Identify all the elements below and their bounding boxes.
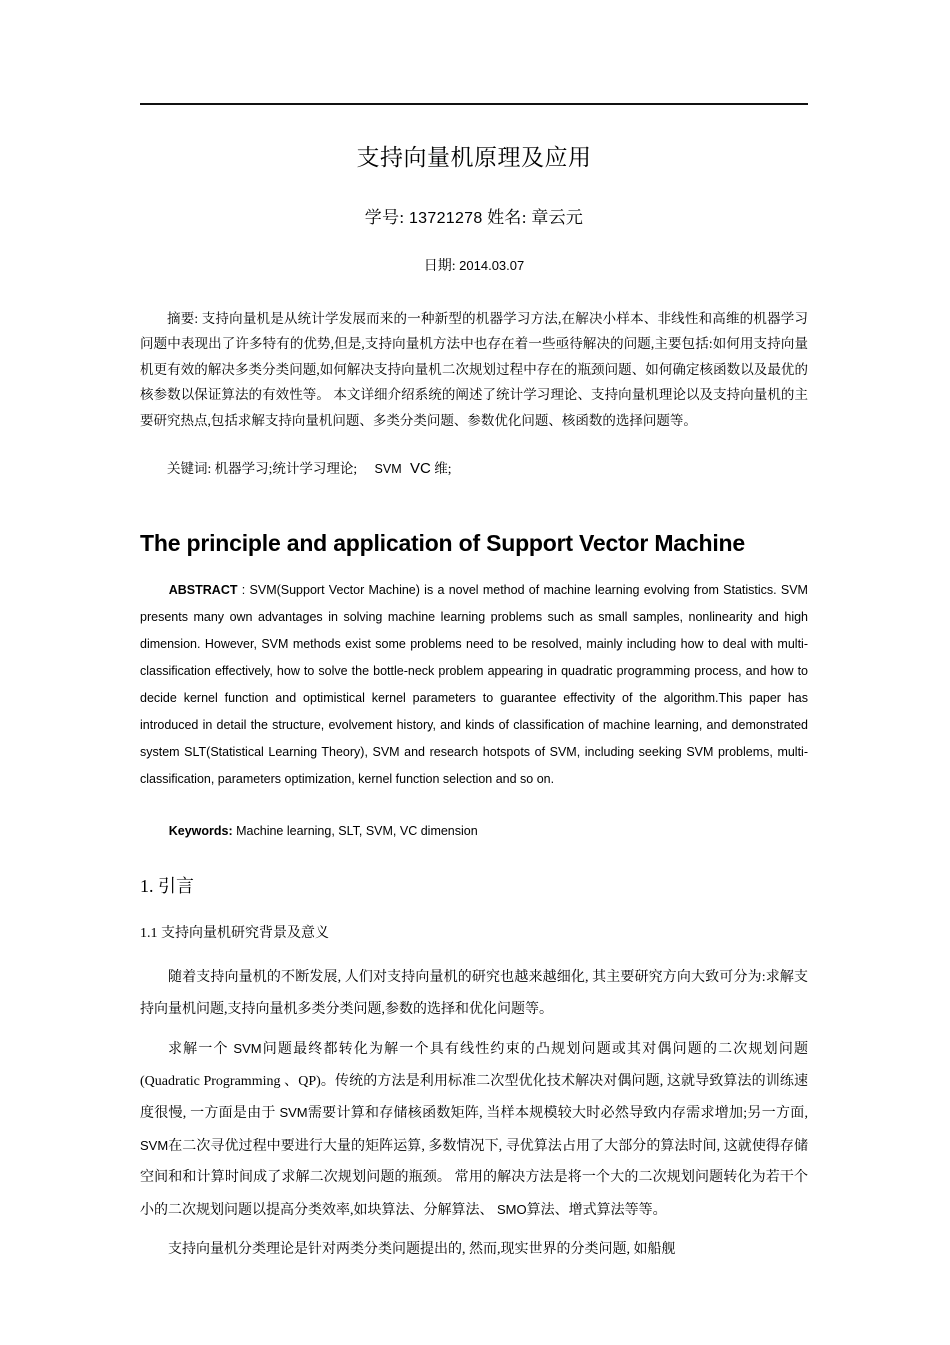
author-id-line — [140, 203, 808, 228]
student-id-value: 13721278 — [408, 209, 483, 227]
body-paragraph-2-part-c: 需要计算和存储核函数矩阵, 当样本规模较大时必然导致内存需求增加;另一方面, — [307, 1106, 809, 1122]
body-paragraph-2-part-e: 算法、增式算法等等。 — [526, 1202, 667, 1218]
chinese-keywords-label: 关键词: — [167, 461, 212, 477]
date-line — [140, 255, 808, 275]
english-keywords-label: Keywords: — [168, 824, 233, 839]
body-paragraph-3: 支持向量机分类理论是针对两类分类问题提出的, 然而,现实世界的分类问题, 如船舰 — [168, 1242, 676, 1258]
english-abstract-label: ABSTRACT — [168, 583, 238, 598]
english-keywords — [140, 820, 808, 842]
page-title: 支持向量机原理及应用 — [356, 145, 592, 170]
body-paragraph-1: 随着支持向量机的不断发展, 人们对支持向量机的研究也越来越细化, 其主要研究方向大致可分为:求解支持向量机问题,支持向量机多类分类问题,参数的选择和优化问题等。 — [140, 970, 808, 1017]
header-divider-rule — [140, 103, 808, 105]
chinese-keyword-vc-suffix: 维; — [434, 461, 452, 477]
body-paragraph-2-smo: SMO — [497, 1201, 527, 1217]
chinese-keyword-vc: VC — [410, 460, 431, 478]
english-abstract — [140, 577, 808, 793]
date-value: 2014.03.07 — [459, 257, 525, 273]
chinese-abstract-body: 支持向量机是从统计学发展而来的一种新型的机器学习方法,在解决小样本、非线性和高维的机器学习问题中表现出了许多特有的优势,但是,支持向量机方法中也存在着一些亟待解决的问题,主要包括:如何用支持向量机更有效的解决多类分类问题,如何解决支持向量机二次规划过程中存在的瓶颈问题、如何确定核函数以及最优的核参数以保证算法的有效性等。 本文详细介绍系统的阐述了统计学习理论、支持向量机理论以及支持向量机的主要研究热点,包括求解支持向量机问题、多类分类问题、参数优化问题、核函数的选择问题等。 — [140, 310, 808, 428]
chinese-keywords-items: 机器学习;统计学习理论; — [214, 461, 358, 477]
chinese-keyword-svm: SVM — [374, 462, 402, 477]
body-paragraph-2-part-a: 求解一个 — [168, 1042, 234, 1058]
chinese-keywords — [140, 456, 808, 482]
section-heading-1-1: 1.1 支持向量机研究背景及意义 — [140, 926, 329, 942]
chinese-abstract-label: 摘要: — [167, 310, 199, 326]
date-label: 日期: — [423, 258, 456, 274]
chinese-abstract — [140, 306, 808, 434]
body-paragraph-2-svm-1: SVM — [233, 1041, 262, 1057]
author-name-value: 章云元 — [531, 207, 584, 227]
body-paragraph-2-part-b: 问题最终都转化为解一个具有线性约束的凸规划问题或其对偶问题的二次规划问题 (Quadratic Programming 、QP)。传统的方法是利用标准二次型优化技术解决对偶问题, 这就导致算法的训练速度很慢, 一方面是由于 — [140, 1042, 809, 1122]
english-title: The principle and application of Support Vector Machine — [140, 530, 745, 557]
english-abstract-separator: : — [241, 583, 246, 598]
author-name-label: 姓名: — [487, 207, 527, 227]
english-keywords-value: Machine learning, SLT, SVM, VC dimension — [236, 824, 478, 839]
document-content — [140, 125, 808, 1266]
student-id-label: 学号: — [364, 207, 405, 227]
body-paragraph-2 — [140, 1033, 808, 1226]
section-heading-1: 1. 引言 — [140, 876, 194, 897]
english-abstract-body: SVM(Support Vector Machine) is a novel method of machine learning evolving from Statistics. SVM presents many own advantages in solving machine learning problems such as small samples, nonlinearity and high dimension. However, SVM methods exist some problems need to be resolved, mainly including how to deal with multi-classification effectively, how to solve the bottle-neck problem appearing in quadratic programming process, and how to decide kernel function and optimistical kernel parameters to guarantee effectivity of the algorithm.This paper has introduced in detail the structure, evolvement history, and kinds of classification of machine learning, and demonstrated system SLT(Statistical Learning Theory), SVM and research hotspots of SVM, including seeking SVM problems, multi-classification, parameters optimization, kernel function selection and so on. — [140, 583, 808, 787]
body-paragraph-2-svm-3: SVM — [140, 1137, 169, 1153]
body-paragraph-2-svm-2: SVM — [279, 1105, 308, 1121]
body-paragraph-2-part-d: 在二次寻优过程中要进行大量的矩阵运算, 多数情况下, 寻优算法占用了大部分的算法时间, 这就使得存储空间和和计算时间成了求解二次规划问题的瓶颈。 常用的解决方法是将一个大的二次规划问题转化为若干个小的二次规划问题以提高分类效率,如块算法、分解算法、 — [140, 1138, 808, 1218]
